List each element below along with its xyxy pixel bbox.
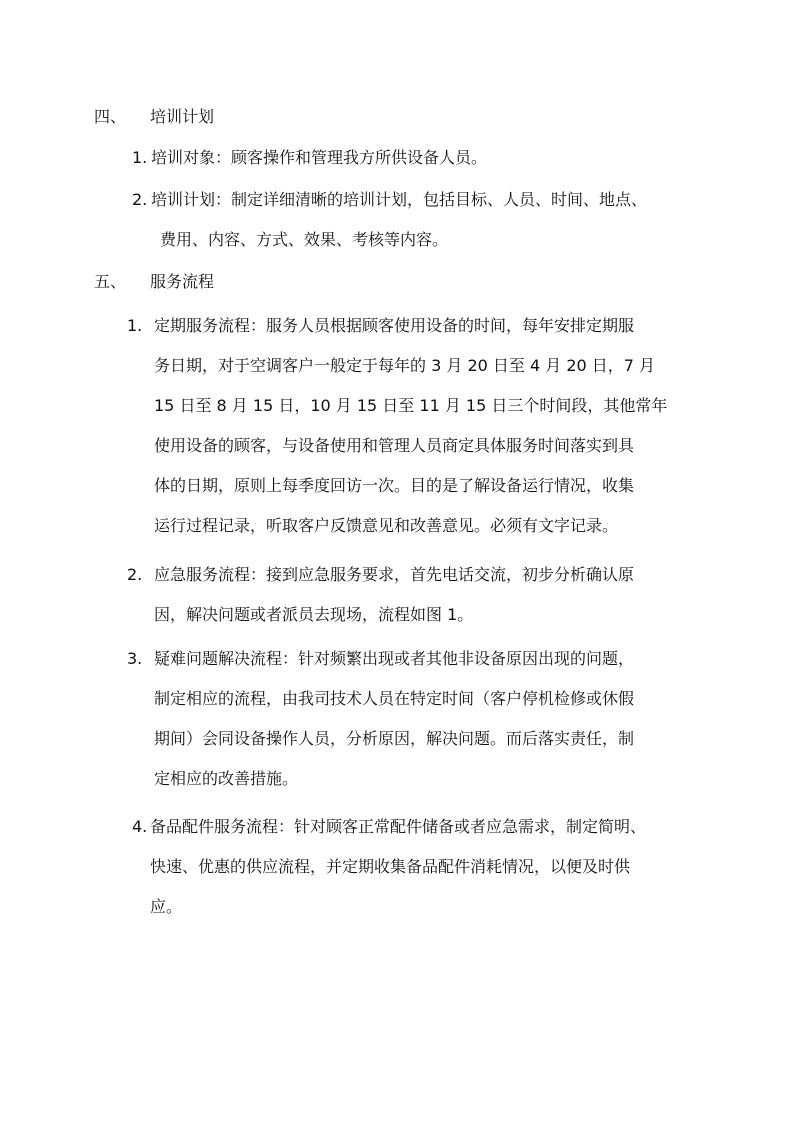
list-item-line: 应。 (150, 897, 183, 916)
list-item-line: 定相应的改善措施。 (154, 769, 299, 788)
list-item-line: 应急服务流程：接到应急服务要求，首先电话交流，初步分析确认原 (154, 565, 635, 584)
list-item (127, 639, 634, 799)
list-item-number: 2. (127, 565, 143, 584)
section-heading-training-plan (94, 107, 214, 127)
section-title: 服务流程 (150, 272, 215, 291)
section-heading-service-process (94, 272, 214, 292)
list-item-line: 费用、内容、方式、效果、考核等内容。 (160, 230, 449, 249)
list-item-line: 制定相应的流程，由我司技术人员在特定时间（客户停机检修或休假 (154, 689, 635, 708)
list-item-number: 2. (132, 190, 148, 209)
section-number: 四、 (94, 107, 127, 126)
list-item-line: 体的日期，原则上每季度回访一次。目的是了解设备运行情况，收集 (154, 476, 635, 495)
list-item-number: 3. (127, 649, 143, 668)
list-item-line: 定期服务流程：服务人员根据顾客使用设备的时间，每年安排定期服 (154, 316, 635, 335)
section-number: 五、 (94, 272, 127, 291)
list-item-number: 4. (132, 817, 148, 836)
list-item-line: 备品配件服务流程：针对顾客正常配件储备或者应急需求，制定简明、 (150, 817, 647, 836)
list-item (127, 555, 634, 635)
list-item (132, 138, 487, 178)
list-item-line: 运行过程记录，听取客户反馈意见和改善意见。必须有文字记录。 (154, 516, 619, 535)
list-item-line: 疑难问题解决流程：针对频繁出现或者其他非设备原因出现的问题， (154, 649, 635, 668)
list-item-line: 15 日至 8 月 15 日，10 月 15 日至 11 月 15 日三个时间段，其他常年 (154, 396, 668, 415)
list-item-number: 1. (127, 316, 143, 335)
list-item-line: 快速、优惠的供应流程，并定期收集备品配件消耗情况，以便及时供 (150, 857, 631, 876)
list-item-line: 因，解决问题或者派员去现场，流程如图 1。 (154, 605, 474, 624)
section-title: 培训计划 (150, 107, 215, 126)
list-item-line: 培训计划：制定详细清晰的培训计划，包括目标、人员、时间、地点、 (151, 190, 648, 209)
list-item (132, 807, 646, 927)
list-item (132, 180, 647, 260)
list-item (127, 306, 667, 546)
list-item-line: 期间）会同设备操作人员，分析原因，解决问题。而后落实责任，制 (154, 729, 635, 748)
list-item-number: 1. (132, 148, 148, 167)
list-item-line: 培训对象：顾客操作和管理我方所供设备人员。 (151, 148, 488, 167)
list-item-line: 务日期，对于空调客户一般定于每年的 3 月 20 日至 4 月 20 日，7 月 (154, 356, 656, 375)
list-item-line: 使用设备的顾客，与设备使用和管理人员商定具体服务时间落实到具 (154, 436, 635, 455)
